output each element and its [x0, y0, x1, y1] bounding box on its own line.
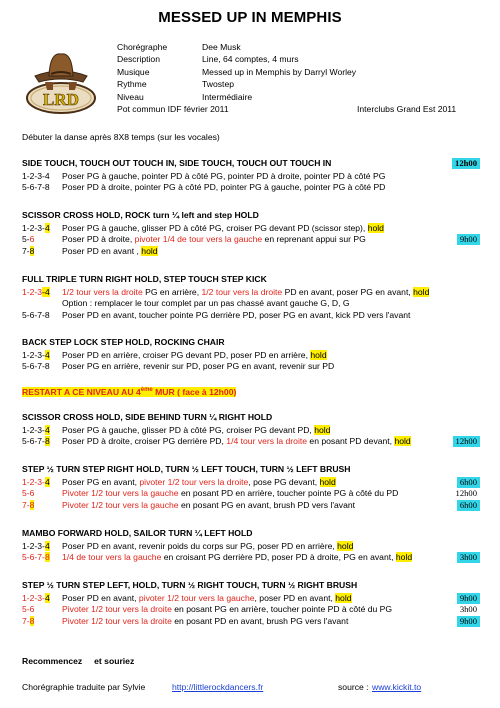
step-row	[22, 616, 480, 628]
rhythm-label: Rythme	[117, 79, 147, 90]
step-text: 1/4 de tour vers la gauche en croisant PG derrière PD, poser PD à droite, PG en avant, hold	[62, 552, 413, 563]
section-heading	[22, 158, 480, 170]
step-row	[22, 361, 480, 373]
step-row	[22, 500, 480, 512]
step-text: Poser PD en avant, revenir poids du corps sur PG, poser PD en arrière, hold	[62, 540, 354, 551]
step-text: Poser PG à gauche, glisser PD à côté PG, croiser PG devant PD, hold	[62, 424, 331, 435]
counts: 5-6	[22, 604, 35, 615]
counts: 1-2-3-4	[22, 286, 50, 297]
counts: 1-2-3-4	[22, 540, 50, 551]
step-text: Poser PD en avant, toucher pointe PG derrière PD, poser PG en avant, kick PD vers l'avant	[62, 309, 411, 320]
wall-badge: 9h00	[457, 234, 480, 245]
step-text: Poser PD à droite, pointer PG à côté PD, pointer PG à gauche, pointer PG à côté PD	[62, 182, 386, 193]
counts: 1-2-3-4	[22, 424, 50, 435]
music-value: Messed up in Memphis by Darryl Worley	[202, 66, 357, 77]
counts: 5-6-7-8	[22, 309, 50, 320]
level-label: Niveau	[117, 91, 144, 102]
wall-badge: 12h00	[453, 436, 480, 447]
section-title: BACK STEP LOCK STEP HOLD, ROCKING CHAIR	[22, 337, 225, 347]
step-text: Pivoter 1/2 tour vers la droite en posant PD en avant, brush PG vers l'avant	[62, 615, 349, 626]
counts: 5-6-7-8	[22, 361, 50, 372]
section-7	[22, 528, 480, 564]
section-title: MAMBO FORWARD HOLD, SAILOR TURN ¼ LEFT HOLD	[22, 528, 253, 538]
step-row	[22, 310, 480, 322]
step-row	[22, 182, 480, 194]
section-title: FULL TRIPLE TURN RIGHT HOLD, STEP TOUCH STEP KICK	[22, 274, 267, 284]
translator-credit: Chorégraphie traduite par Sylvie	[22, 682, 146, 692]
section-5	[22, 412, 480, 448]
wall-badge: 3h00	[459, 604, 477, 615]
credits-line	[22, 682, 480, 692]
step-text: Poser PG en avant, pivoter 1/2 tour vers la droite, pose PG devant, hold	[62, 476, 336, 487]
option-text: Option : remplacer le tour complet par un pas chassé avant gauche G, D, G	[62, 298, 350, 309]
description-value: Line, 64 comptes, 4 murs	[202, 54, 299, 65]
counts: 7-8	[22, 615, 35, 626]
step-text: Poser PD en avant, pivoter 1/2 tour vers la gauche, poser PD en avant, hold	[62, 592, 352, 603]
counts: 5-6-7-8	[22, 182, 50, 193]
step-row	[22, 604, 480, 616]
counts: 1-2-3-4	[22, 222, 50, 233]
wall-badge: 3h00	[457, 552, 480, 563]
section-title: SCISSOR CROSS HOLD, ROCK turn ¼ left and step HOLD	[22, 210, 259, 220]
step-row	[22, 246, 480, 258]
step-row	[22, 171, 480, 183]
wall-badge: 9h00	[457, 616, 480, 627]
rhythm-value: Twostep	[202, 79, 235, 90]
counts: 1-2-3-4	[22, 476, 50, 487]
step-text: Poser PD en avant , hold	[62, 245, 158, 256]
step-row	[22, 488, 480, 500]
step-row	[22, 552, 480, 564]
level-value: Intermédiaire	[202, 91, 253, 102]
logo-text: LRD	[43, 90, 79, 109]
section-6	[22, 464, 480, 511]
counts: 5-6-7-8	[22, 436, 50, 447]
wall-badge: 9h00	[457, 593, 480, 604]
choreographer-label: Chorégraphe	[117, 42, 168, 52]
section-4	[22, 337, 480, 373]
section-2	[22, 210, 480, 257]
interclubs-label: Interclubs Grand Est 2011	[357, 103, 457, 114]
restart-note: RESTART A CE NIVEAU AU 4ème MUR ( face à 12h00)	[22, 387, 237, 397]
pot-label: Pot commun IDF février 2011	[117, 103, 229, 114]
recommence-text: Recommencez	[22, 656, 83, 666]
step-text: 1/2 tour vers la droite PG en arrière, 1/2 tour vers la droite PD en avant, poser PG en avant, hold	[62, 286, 430, 297]
step-row	[22, 541, 480, 553]
description-label: Description	[117, 54, 160, 65]
step-text: Pivoter 1/2 tour vers la droite en posant PG en arrière, toucher pointe PD à côté du PG	[62, 604, 393, 615]
step-text: Poser PG à gauche, pointer PD à côté PG, pointer PD à droite, pointer PD à côté PG	[62, 170, 386, 181]
step-row	[22, 350, 480, 362]
kickit-link[interactable]: www.kickit.to	[372, 682, 422, 692]
smile-text: et souriez	[94, 656, 135, 666]
wall-badge: 6h00	[457, 500, 480, 511]
step-text: Poser PD à droite, pivoter 1/4 de tour vers la gauche en reprenant appui sur PG	[62, 234, 366, 245]
step-row	[22, 436, 480, 448]
step-text: Poser PD en arrière, croiser PG devant PD, poser PD en arrière, hold	[62, 349, 327, 360]
counts: 7-8	[22, 245, 35, 256]
step-row	[22, 223, 480, 235]
step-text: Poser PG à gauche, glisser PD à côté PG, croiser PG devant PD (scissor step), hold	[62, 222, 384, 233]
section-title: SIDE TOUCH, TOUCH OUT TOUCH IN, SIDE TOUCH, TOUCH OUT TOUCH IN	[22, 158, 332, 168]
counts: 1-2-3-4	[22, 349, 50, 360]
counts: 1-2-3-4	[22, 592, 50, 603]
choreographer-value: Dee Musk	[202, 42, 241, 52]
section-8	[22, 580, 480, 627]
music-label: Musique	[117, 66, 150, 77]
wall-badge: 12h00	[452, 158, 480, 169]
wall-badge: 12h00	[455, 488, 477, 499]
counts: 5-6	[22, 234, 35, 245]
wall-badge: 6h00	[457, 477, 480, 488]
littlerock-link[interactable]: http://littlerockdancers.fr	[172, 682, 264, 692]
counts: 5-6	[22, 488, 35, 499]
section-title: STEP ½ TURN STEP RIGHT HOLD, TURN ½ LEFT TOUCH, TURN ½ LEFT BRUSH	[22, 464, 351, 474]
start-note: Débuter la danse après 8X8 temps (sur les vocales)	[22, 132, 220, 142]
option-row	[22, 298, 480, 310]
counts: 5-6-7-8	[22, 552, 50, 563]
step-row	[22, 425, 480, 437]
section-title: SCISSOR CROSS HOLD, SIDE BEHIND TURN ¼ RIGHT HOLD	[22, 412, 273, 422]
dance-title: MESSED UP IN MEMPHIS	[158, 9, 342, 26]
counts: 7-8	[22, 499, 35, 510]
step-row	[22, 287, 480, 299]
step-row	[22, 593, 480, 605]
closing-line	[22, 656, 134, 666]
step-text: Poser PG en arrière, revenir sur PD, poser PG en avant, revenir sur PD	[62, 361, 335, 372]
step-row	[22, 477, 480, 489]
counts: 1-2-3-4	[22, 170, 50, 181]
section-3	[22, 274, 480, 321]
section-1	[22, 158, 480, 194]
step-text: Pivoter 1/2 tour vers la gauche en posant PD en arrière, toucher pointe PG à côté du PD	[62, 488, 399, 499]
step-row	[22, 234, 480, 246]
source-label: source :	[338, 682, 369, 692]
step-text: Poser PD à droite, croiser PG derrière PD, 1/4 tour vers la droite en posant PD devant, hold	[62, 436, 411, 447]
step-text: Pivoter 1/2 tour vers la gauche en posant PG en avant, brush PD vers l'avant	[62, 499, 356, 510]
lrd-logo	[23, 46, 99, 118]
section-title: STEP ½ TURN STEP LEFT, HOLD, TURN ½ RIGHT TOUCH, TURN ½ RIGHT BRUSH	[22, 580, 358, 590]
